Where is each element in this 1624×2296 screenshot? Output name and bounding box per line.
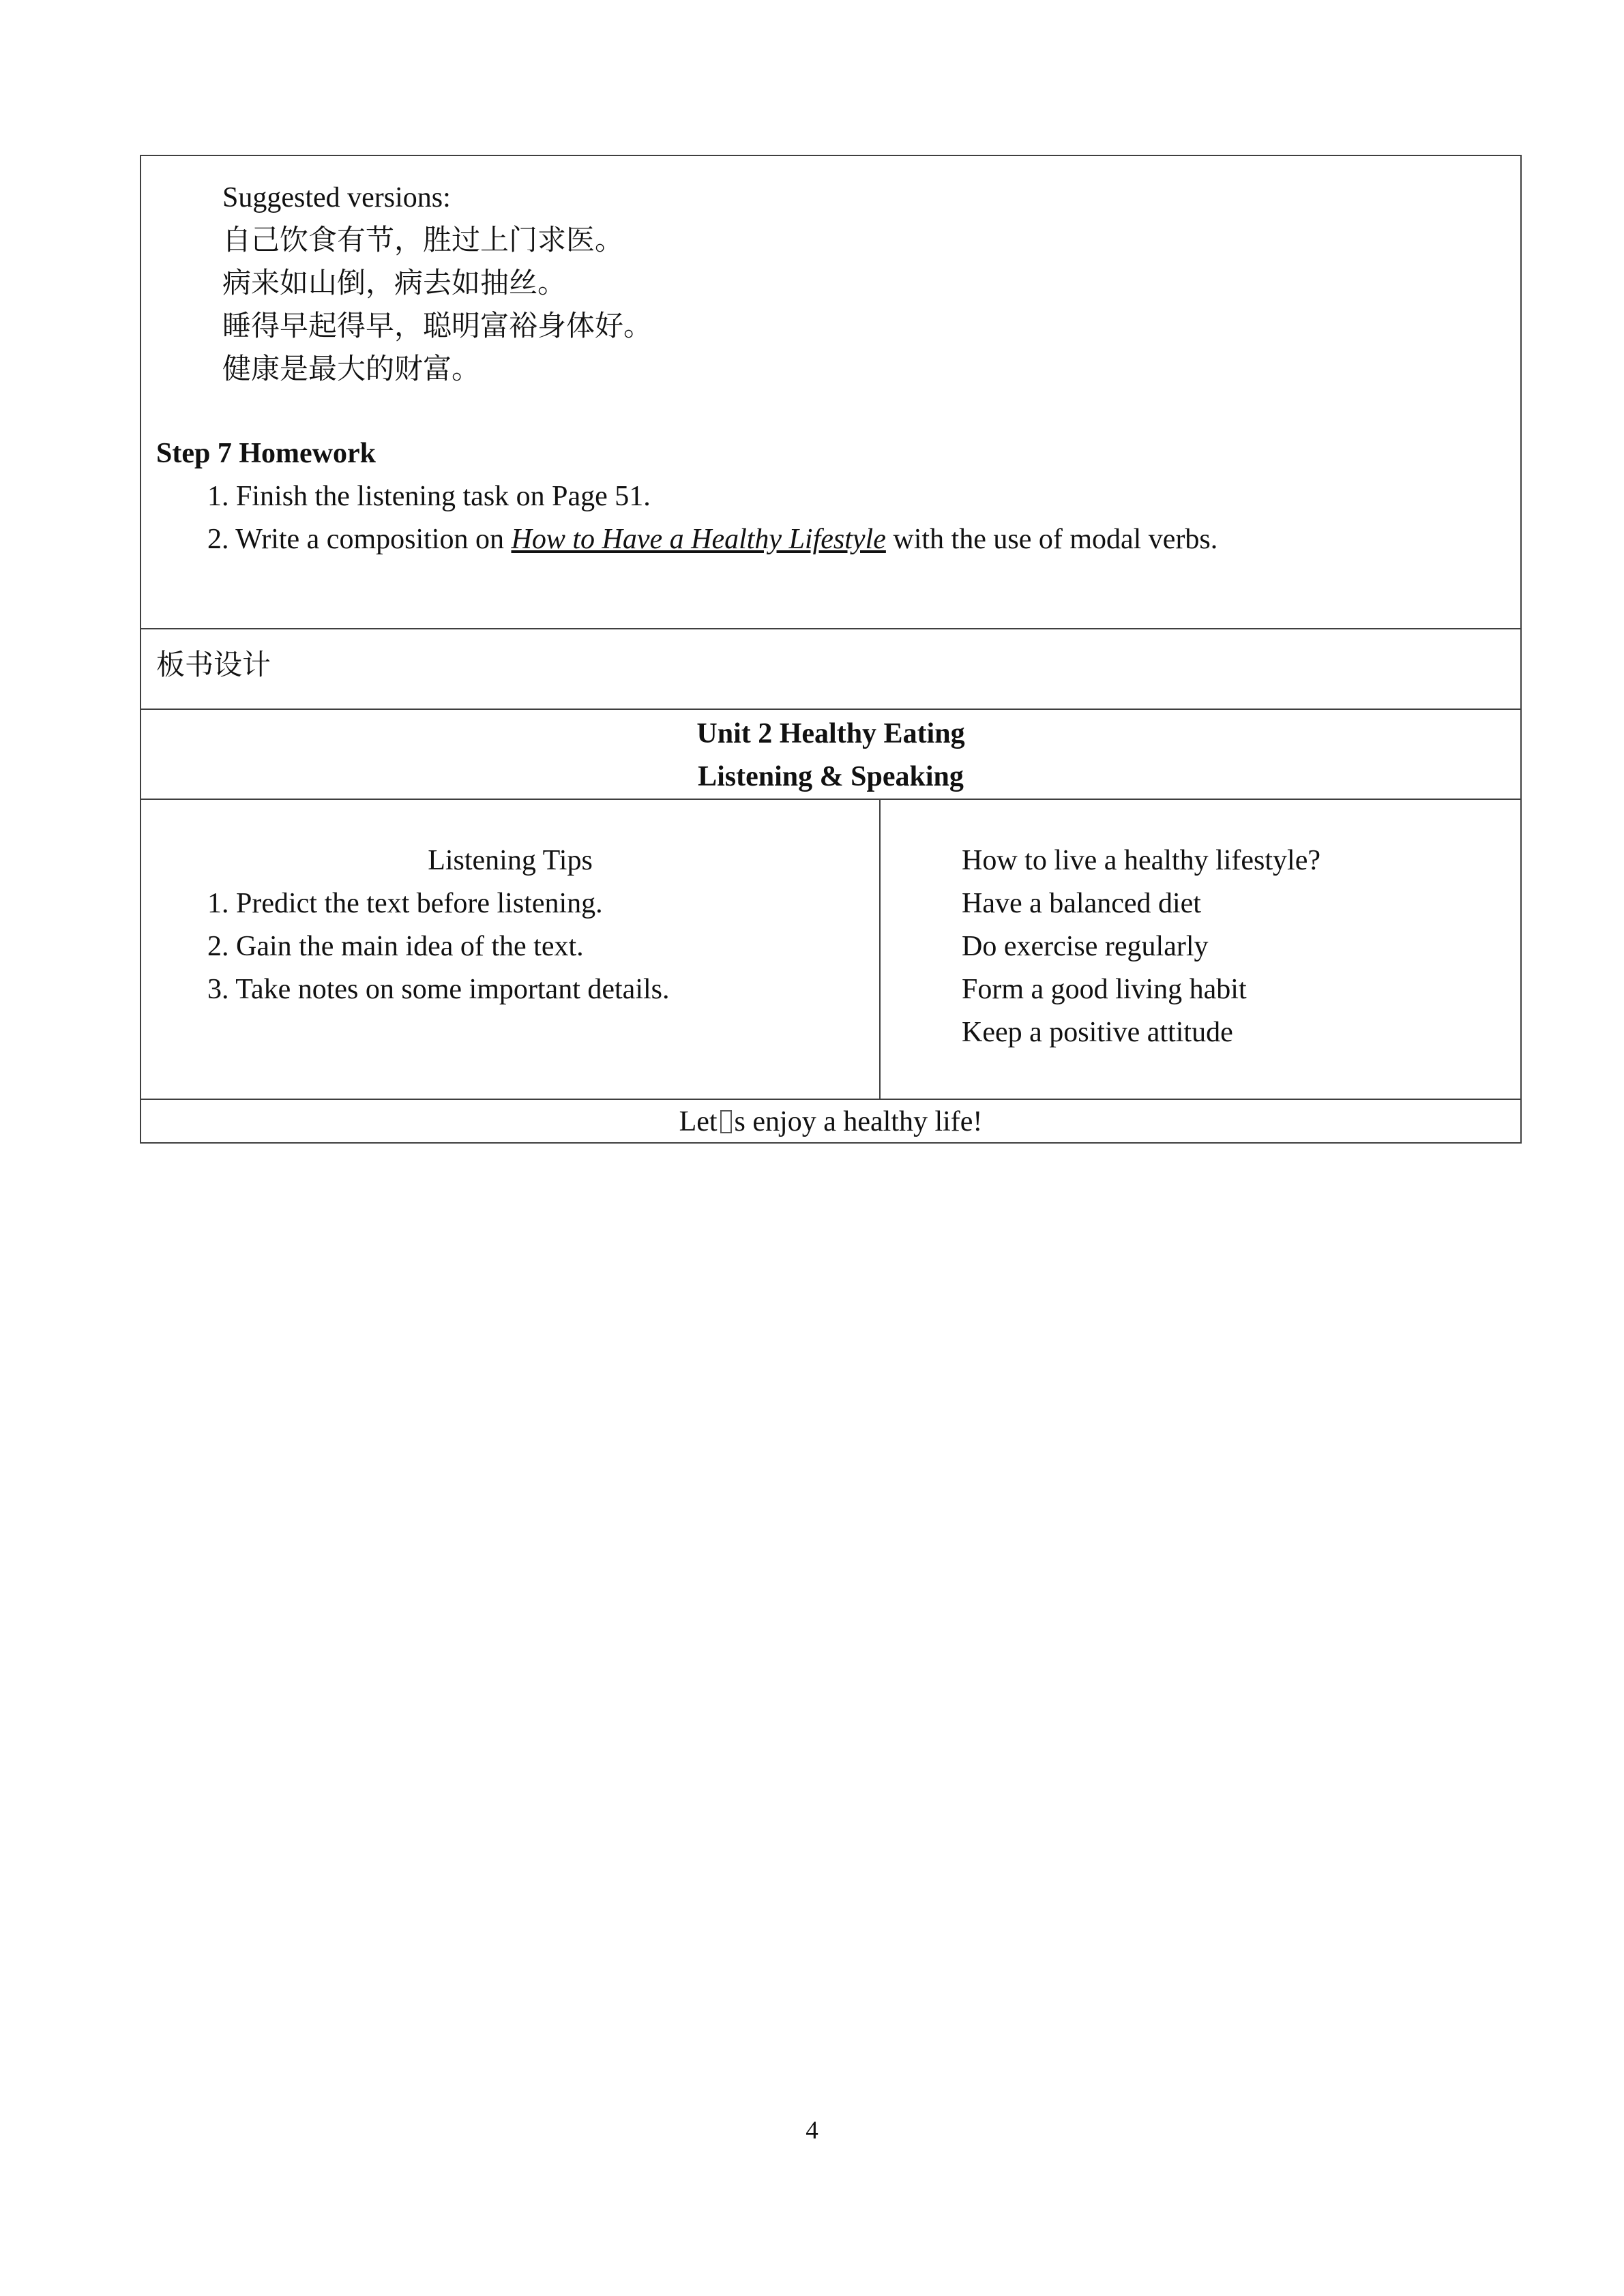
board-body-row [141, 799, 1520, 1099]
lifestyle-point-3: Form a good living habit [962, 974, 1247, 1005]
listening-tips-heading: Listening Tips [428, 845, 593, 876]
listening-tip-2: 2. Gain the main idea of the text. [207, 931, 584, 962]
proverb-line-1: 自己饮食有节，胜过上门求医。 [222, 225, 624, 256]
homework-item-1: 1. Finish the listening task on Page 51. [207, 481, 651, 512]
listening-tips-cell [141, 800, 881, 1099]
footer-slogan [141, 1101, 1520, 1144]
board-title-line-1: Unit 2 Healthy Eating [696, 718, 965, 749]
homework-item-2 [207, 518, 1493, 561]
proverb-line-4: 健康是最大的财富。 [222, 354, 481, 385]
homework-item-2-prefix: 2. Write a composition on [207, 524, 512, 555]
board-design-label-cell [141, 628, 1520, 709]
page-number-value: 4 [806, 2117, 818, 2145]
proverb-line-2: 病来如山倒，病去如抽丝。 [222, 268, 567, 299]
missing-glyph-box [720, 1110, 732, 1133]
footer-slogan-prefix: Let [679, 1106, 718, 1137]
board-design-label: 板书设计 [156, 650, 271, 681]
lifestyle-point-4: Keep a positive attitude [962, 1017, 1233, 1048]
lesson-content-cell [141, 156, 1520, 628]
lesson-plan-table [140, 155, 1522, 1144]
page-number [0, 2117, 1624, 2145]
step7-homework-heading: Step 7 Homework [156, 438, 376, 469]
homework-item-2-suffix: with the use of modal verbs. [885, 524, 1218, 555]
homework-item-2-composition-title: How to Have a Healthy Lifestyle [511, 524, 886, 555]
healthy-lifestyle-cell [881, 800, 1520, 1099]
proverb-line-3: 睡得早起得早，聪明富裕身体好。 [222, 311, 653, 342]
board-footer-cell [141, 1099, 1520, 1142]
board-title-cell [141, 709, 1520, 799]
lifestyle-question: How to live a healthy lifestyle? [962, 845, 1321, 876]
lifestyle-point-1: Have a balanced diet [962, 888, 1201, 919]
suggested-versions-label: Suggested versions: [222, 182, 451, 213]
suggested-versions-block [222, 177, 1493, 391]
footer-slogan-suffix: s enjoy a healthy life! [734, 1106, 983, 1137]
listening-tip-1: 1. Predict the text before listening. [207, 888, 603, 919]
lifestyle-point-2: Do exercise regularly [962, 931, 1209, 962]
listening-tip-3: 3. Take notes on some important details. [207, 974, 670, 1005]
homework-list [207, 475, 1493, 561]
board-title-line-2: Listening & Speaking [698, 761, 964, 792]
